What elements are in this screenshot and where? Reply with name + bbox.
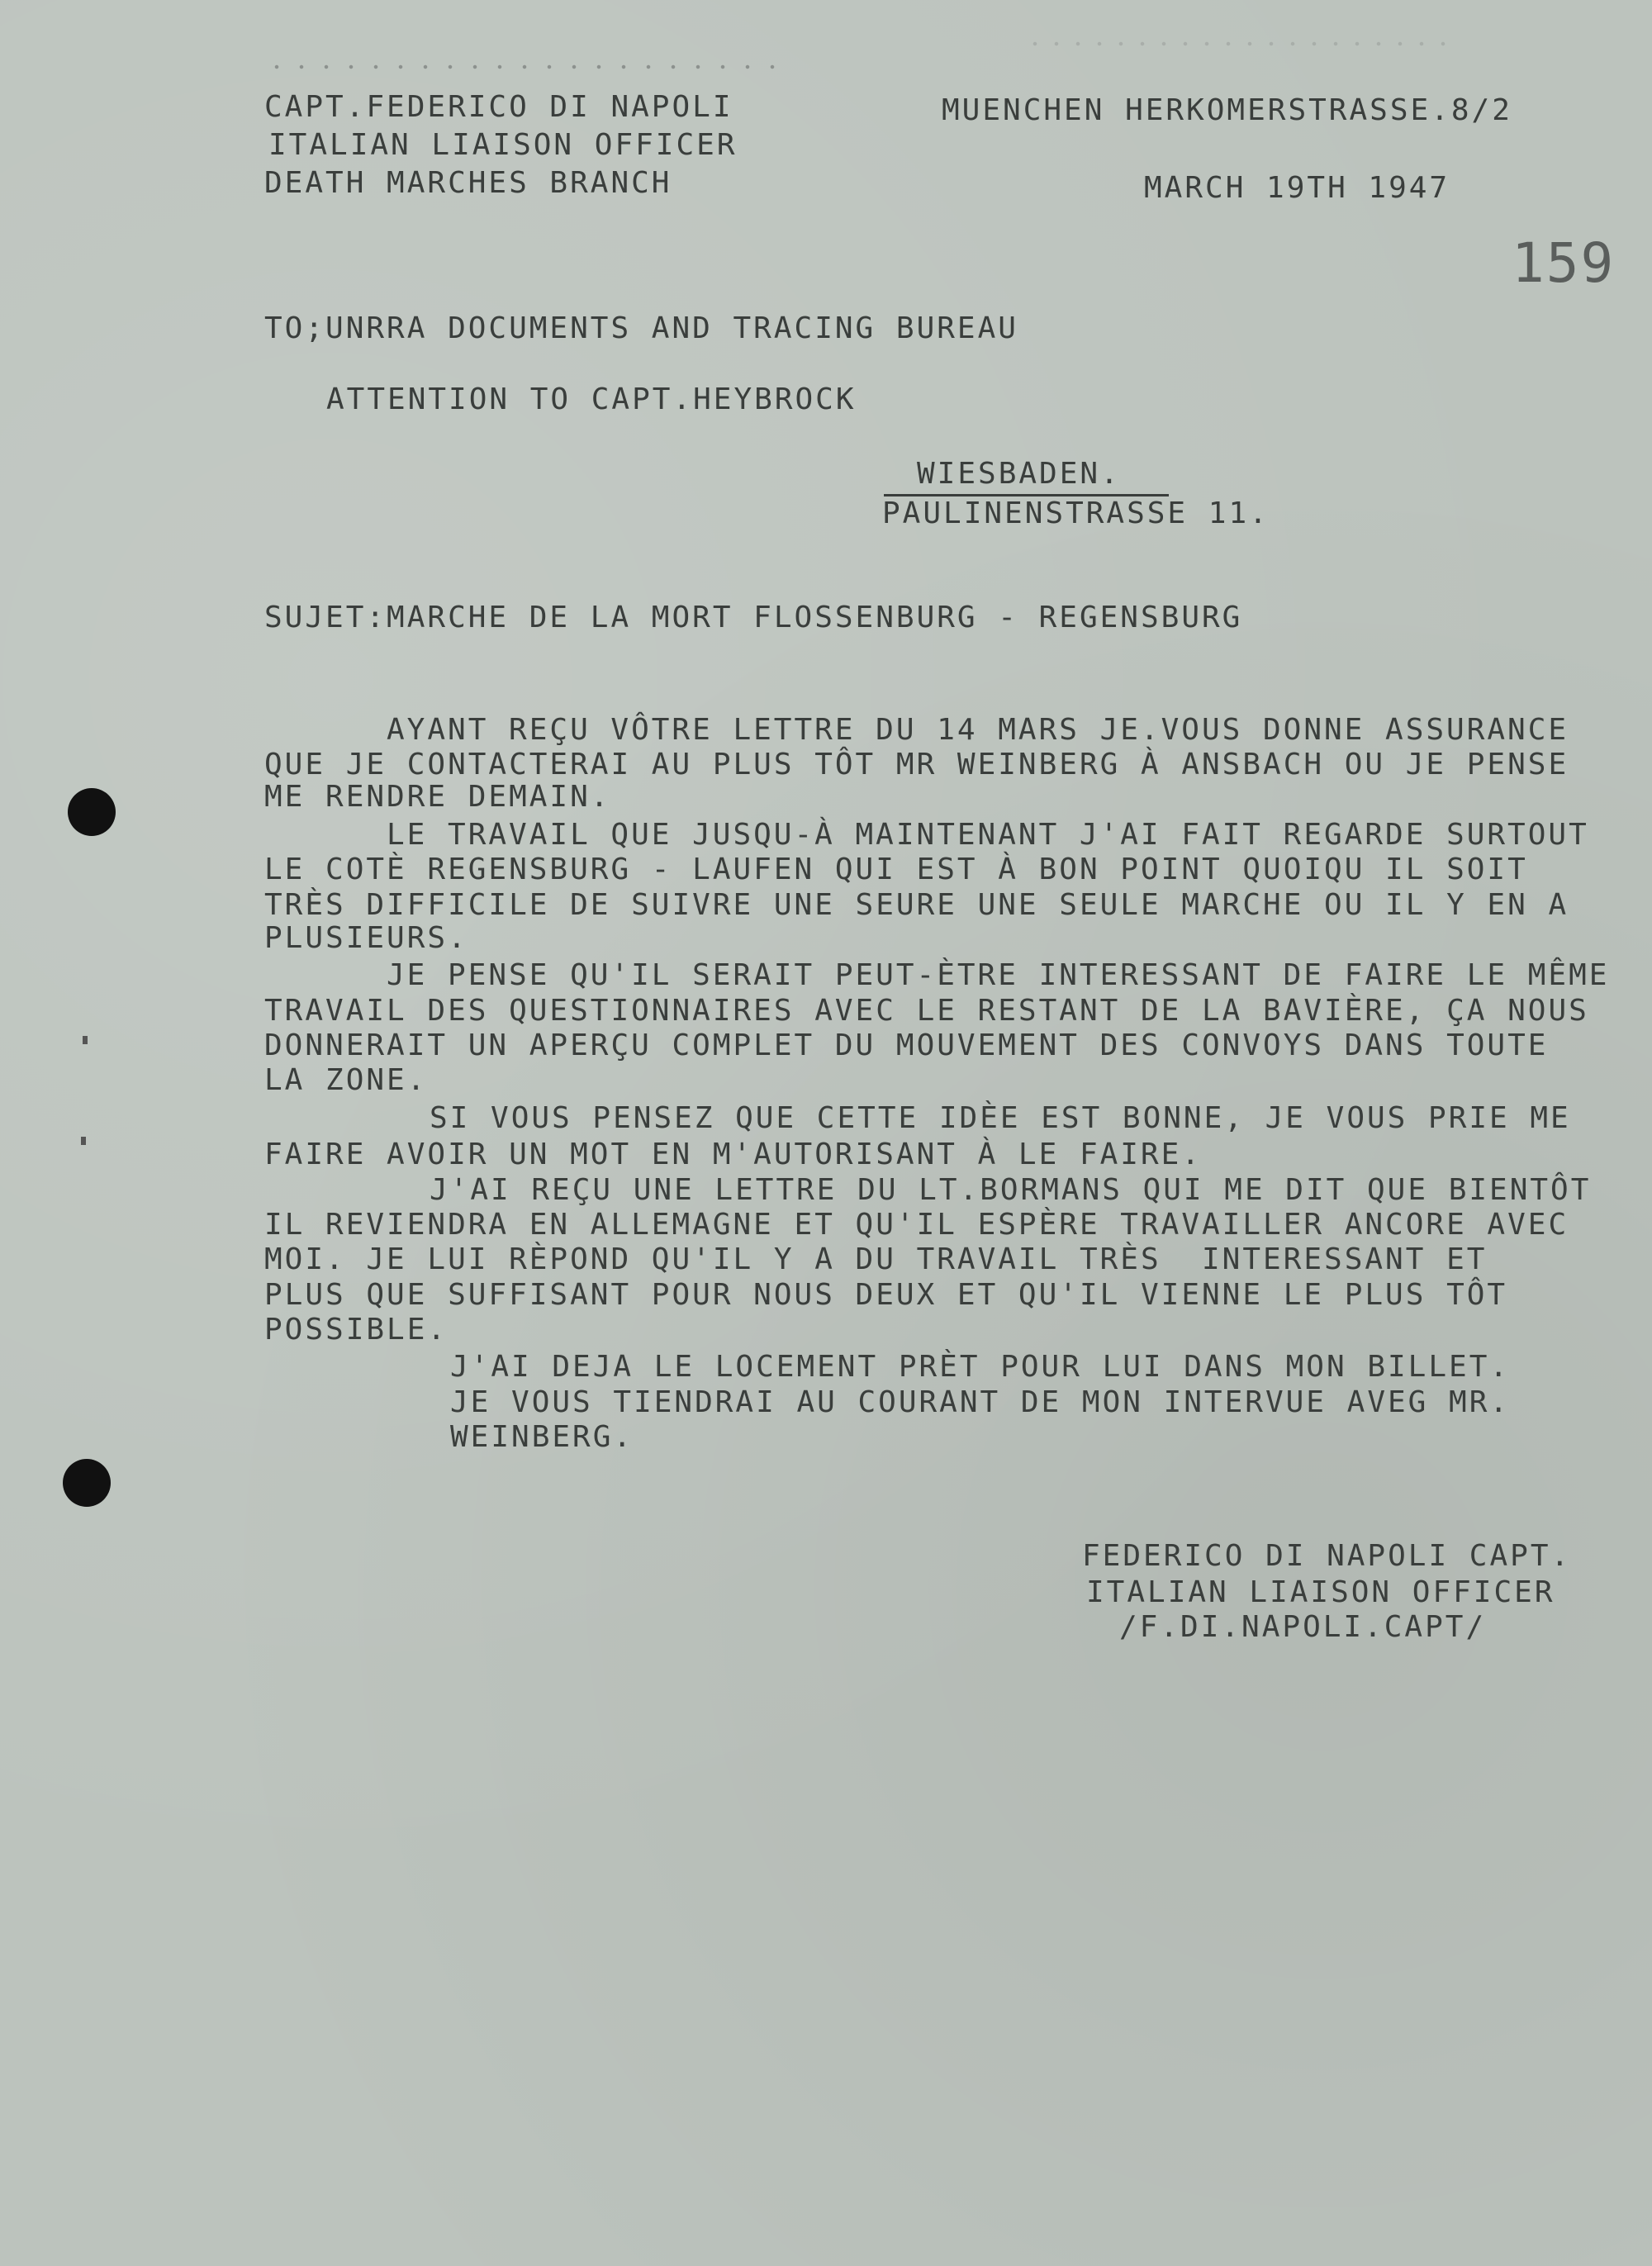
body-line: QUE JE CONTACTERAI AU PLUS TÔT MR WEINBERG À ANSBACH OU JE PENSE <box>264 748 1569 781</box>
body-line: TRAVAIL DES QUESTIONNAIRES AVEC LE RESTANT DE LA BAVIÈRE, ÇA NOUS <box>264 994 1589 1028</box>
body-line: PLUS QUE SUFFISANT POUR NOUS DEUX ET QU'IL VIENNE LE PLUS TÔT <box>264 1278 1508 1312</box>
punch-hole <box>68 788 116 836</box>
body-line: MOI. JE LUI RÈPOND QU'IL Y A DU TRAVAIL TRÈS INTERESSANT ET <box>264 1242 1488 1276</box>
faded-marks <box>264 64 776 69</box>
body-line: LA ZONE. <box>264 1063 428 1097</box>
body-line: TRÈS DIFFICILE DE SUIVRE UNE SEURE UNE SEULE MARCHE OU IL Y EN A <box>264 888 1569 922</box>
recipient-city: WIESBADEN. <box>917 457 1121 491</box>
signature-typed: /F.DI.NAPOLI.CAPT/ <box>1119 1610 1487 1644</box>
subject-line: SUJET:MARCHE DE LA MORT FLOSSENBURG - REGENSBURG <box>264 601 1243 634</box>
faded-marks <box>1024 41 1454 46</box>
body-line: J'AI REÇU UNE LETTRE DU LT.BORMANS QUI ME DIT QUE BIENTÔT <box>430 1173 1592 1207</box>
body-line: JE PENSE QU'IL SERAIT PEUT-ÈTRE INTERESSANT DE FAIRE LE MÊME <box>387 958 1610 992</box>
speck-mark <box>81 1137 86 1145</box>
body-line: POSSIBLE. <box>264 1313 449 1347</box>
speck-mark <box>83 1036 88 1044</box>
sender-title: ITALIAN LIAISON OFFICER <box>268 128 738 162</box>
body-line: SI VOUS PENSEZ QUE CETTE IDÈE EST BONNE, JE VOUS PRIE ME <box>430 1101 1571 1135</box>
body-line: LE COTÈ REGENSBURG - LAUFEN QUI EST À BON POINT QUOIQU IL SOIT <box>264 853 1528 886</box>
body-line: IL REVIENDRA EN ALLEMAGNE ET QU'IL ESPÈRE TRAVAILLER ANCORE AVEC <box>264 1208 1569 1242</box>
punch-hole <box>63 1459 111 1507</box>
signature-name: FEDERICO DI NAPOLI CAPT. <box>1082 1539 1572 1573</box>
body-line: AYANT REÇU VÔTRE LETTRE DU 14 MARS JE.VOUS DONNE ASSURANCE <box>387 713 1569 747</box>
sender-branch: DEATH MARCHES BRANCH <box>264 166 672 200</box>
signature-title: ITALIAN LIAISON OFFICER <box>1086 1575 1555 1609</box>
recipient-to: TO;UNRRA DOCUMENTS AND TRACING BUREAU <box>264 311 1018 345</box>
body-line: JE VOUS TIENDRAI AU COURANT DE MON INTERVUE AVEG MR. <box>450 1385 1511 1419</box>
body-line: DONNERAIT UN APERÇU COMPLET DU MOUVEMENT DES CONVOYS DANS TOUTE <box>264 1028 1549 1062</box>
body-line: PLUSIEURS. <box>264 921 468 955</box>
recipient-attention: ATTENTION TO CAPT.HEYBROCK <box>326 382 857 416</box>
body-line: WEINBERG. <box>450 1420 634 1454</box>
folio-number: 159 <box>1512 231 1616 295</box>
body-line: FAIRE AVOIR UN MOT EN M'AUTORISANT À LE FAIRE. <box>264 1138 1202 1171</box>
sender-name: CAPT.FEDERICO DI NAPOLI <box>264 90 733 124</box>
recipient-street: PAULINENSTRASSE 11. <box>882 496 1270 530</box>
body-line: ME RENDRE DEMAIN. <box>264 780 611 814</box>
letter-date: MARCH 19TH 1947 <box>1144 171 1450 205</box>
body-line: LE TRAVAIL QUE JUSQU-À MAINTENANT J'AI FAIT REGARDE SURTOUT <box>387 818 1589 852</box>
body-line: J'AI DEJA LE LOCEMENT PRÈT POUR LUI DANS MON BILLET. <box>450 1350 1511 1384</box>
sender-address: MUENCHEN HERKOMERSTRASSE.8/2 <box>942 93 1512 127</box>
